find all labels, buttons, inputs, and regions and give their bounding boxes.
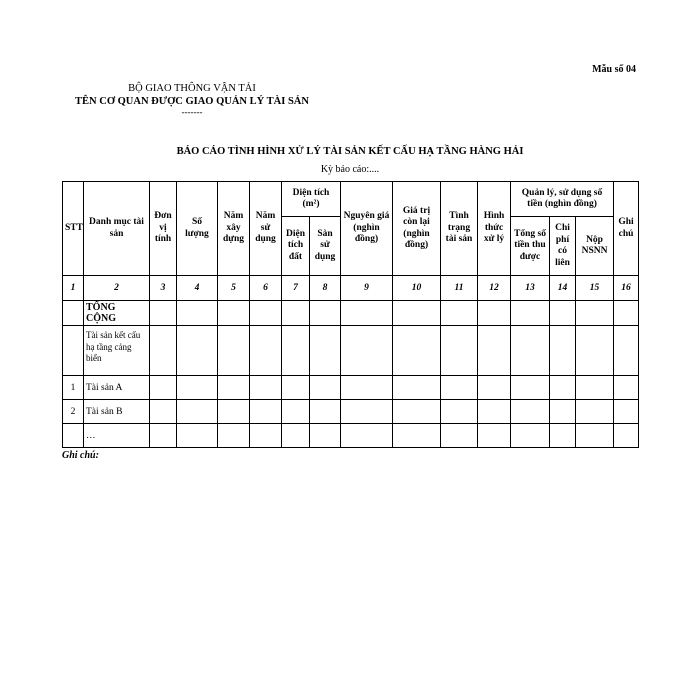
table-cell bbox=[177, 424, 218, 448]
table-cell bbox=[341, 424, 393, 448]
col-header-unit: Đơn vị tính bbox=[150, 182, 177, 276]
table-cell bbox=[150, 301, 177, 326]
table-cell bbox=[177, 400, 218, 424]
table-cell bbox=[550, 424, 576, 448]
table-cell bbox=[393, 326, 441, 376]
table-header-row bbox=[63, 182, 639, 217]
table-cell bbox=[250, 326, 282, 376]
table-cell bbox=[550, 326, 576, 376]
column-number: 7 bbox=[282, 276, 310, 301]
asset-name: Tài sản B bbox=[84, 400, 150, 424]
table-cell bbox=[341, 301, 393, 326]
table-cell bbox=[218, 424, 250, 448]
col-header-remaining-value: Giá trị còn lại (nghìn đồng) bbox=[393, 182, 441, 276]
group-label: Tài sản kết cấu hạ tầng cảng biển bbox=[84, 326, 150, 376]
table-cell bbox=[576, 376, 614, 400]
col-header-area: Diện tích (m²) bbox=[282, 182, 341, 217]
table-cell bbox=[441, 326, 478, 376]
table-cell bbox=[511, 376, 550, 400]
col-header-area-land: Diện tích đất bbox=[282, 217, 310, 276]
table-cell bbox=[511, 301, 550, 326]
column-number: 6 bbox=[250, 276, 282, 301]
table-cell bbox=[218, 400, 250, 424]
column-number: 16 bbox=[614, 276, 639, 301]
table-cell bbox=[478, 376, 511, 400]
ministry-name: BỘ GIAO THÔNG VẬN TẢI bbox=[128, 83, 256, 94]
asset-name: Tài sản A bbox=[84, 376, 150, 400]
column-number: 15 bbox=[576, 276, 614, 301]
table-cell bbox=[250, 400, 282, 424]
report-period: Kỳ báo cáo:.... bbox=[320, 164, 380, 175]
table-cell bbox=[478, 301, 511, 326]
col-header-year-built: Năm xây dựng bbox=[218, 182, 250, 276]
table-cell bbox=[177, 326, 218, 376]
table-cell bbox=[310, 400, 341, 424]
table-cell bbox=[218, 301, 250, 326]
column-number: 2 bbox=[84, 276, 150, 301]
table-cell bbox=[478, 424, 511, 448]
table-cell bbox=[441, 400, 478, 424]
table-cell bbox=[576, 326, 614, 376]
column-number: 12 bbox=[478, 276, 511, 301]
table-cell bbox=[441, 376, 478, 400]
table-cell bbox=[614, 326, 639, 376]
table-cell bbox=[550, 301, 576, 326]
table-cell bbox=[614, 400, 639, 424]
column-number: 8 bbox=[310, 276, 341, 301]
table-cell bbox=[393, 400, 441, 424]
table-cell bbox=[150, 400, 177, 424]
table-cell bbox=[63, 326, 84, 376]
column-number: 5 bbox=[218, 276, 250, 301]
row-number: 1 bbox=[63, 376, 84, 400]
table-cell bbox=[250, 424, 282, 448]
table-cell bbox=[614, 301, 639, 326]
col-header-year-used: Năm sử dụng bbox=[250, 182, 282, 276]
column-number: 14 bbox=[550, 276, 576, 301]
table-cell bbox=[441, 424, 478, 448]
table-cell bbox=[614, 424, 639, 448]
header-separator: ------- bbox=[181, 107, 203, 117]
table-cell bbox=[341, 326, 393, 376]
column-number: 11 bbox=[441, 276, 478, 301]
report-title: BÁO CÁO TÌNH HÌNH XỬ LÝ TÀI SẢN KẾT CẤU HẠ TẦNG HÀNG HẢI bbox=[176, 146, 524, 157]
table-cell bbox=[250, 301, 282, 326]
total-label: TỔNG CỘNG bbox=[84, 301, 150, 326]
col-header-area-floor: Sàn sử dụng bbox=[310, 217, 341, 276]
table-cell bbox=[310, 326, 341, 376]
col-header-original-cost: Nguyên giá (nghìn đồng) bbox=[341, 182, 393, 276]
table-cell bbox=[511, 326, 550, 376]
more-items: … bbox=[84, 424, 150, 448]
agency-name: TÊN CƠ QUAN ĐƯỢC GIAO QUẢN LÝ TÀI SẢN bbox=[75, 96, 309, 107]
table-cell bbox=[310, 301, 341, 326]
table-cell bbox=[150, 424, 177, 448]
table-cell bbox=[550, 400, 576, 424]
table-cell bbox=[177, 376, 218, 400]
col-header-total-collected: Tổng số tiền thu được bbox=[511, 217, 550, 276]
table-row bbox=[63, 424, 639, 448]
table-cell bbox=[614, 376, 639, 400]
table-cell bbox=[341, 376, 393, 400]
table-cell bbox=[576, 424, 614, 448]
col-header-related-costs: Chi phí có liên bbox=[550, 217, 576, 276]
table-cell bbox=[63, 301, 84, 326]
table-cell bbox=[218, 326, 250, 376]
form-number: Mẫu số 04 bbox=[592, 64, 636, 75]
table-cell bbox=[393, 376, 441, 400]
row-number: 2 bbox=[63, 400, 84, 424]
organization-header bbox=[62, 82, 322, 117]
table-cell bbox=[282, 400, 310, 424]
table-cell bbox=[341, 400, 393, 424]
table-cell bbox=[576, 400, 614, 424]
table-cell bbox=[282, 424, 310, 448]
report-table bbox=[62, 181, 639, 448]
table-cell bbox=[478, 326, 511, 376]
table-row bbox=[63, 376, 639, 400]
col-header-asset-name: Danh mục tài sản bbox=[84, 182, 150, 276]
table-cell bbox=[250, 376, 282, 400]
table-row-total bbox=[63, 301, 639, 326]
notes-label: Ghi chú: bbox=[62, 450, 99, 461]
table-row bbox=[63, 400, 639, 424]
column-number: 13 bbox=[511, 276, 550, 301]
table-cell bbox=[310, 376, 341, 400]
column-number: 9 bbox=[341, 276, 393, 301]
table-cell bbox=[550, 376, 576, 400]
col-header-paid-budget: Nộp NSNN bbox=[576, 217, 614, 276]
column-number: 4 bbox=[177, 276, 218, 301]
col-header-stt: STT bbox=[63, 182, 84, 276]
table-cell bbox=[511, 424, 550, 448]
column-number-row bbox=[63, 276, 639, 301]
table-cell bbox=[393, 424, 441, 448]
table-cell bbox=[393, 301, 441, 326]
table-cell bbox=[441, 301, 478, 326]
table-cell bbox=[282, 326, 310, 376]
table-cell bbox=[511, 400, 550, 424]
table-cell bbox=[282, 376, 310, 400]
col-header-handling-form: Hình thức xử lý bbox=[478, 182, 511, 276]
table-cell bbox=[576, 301, 614, 326]
col-header-quantity: Số lượng bbox=[177, 182, 218, 276]
table-cell bbox=[63, 424, 84, 448]
table-cell bbox=[310, 424, 341, 448]
col-header-status: Tình trạng tài sản bbox=[441, 182, 478, 276]
table-row-group bbox=[63, 326, 639, 376]
column-number: 10 bbox=[393, 276, 441, 301]
column-number: 3 bbox=[150, 276, 177, 301]
col-header-note: Ghi chú bbox=[614, 182, 639, 276]
column-number: 1 bbox=[63, 276, 84, 301]
table-cell bbox=[150, 376, 177, 400]
table-cell bbox=[478, 400, 511, 424]
table-cell bbox=[282, 301, 310, 326]
table-cell bbox=[177, 301, 218, 326]
col-header-money-management: Quản lý, sử dụng số tiền (nghìn đồng) bbox=[511, 182, 614, 217]
table-cell bbox=[150, 326, 177, 376]
table-cell bbox=[218, 376, 250, 400]
